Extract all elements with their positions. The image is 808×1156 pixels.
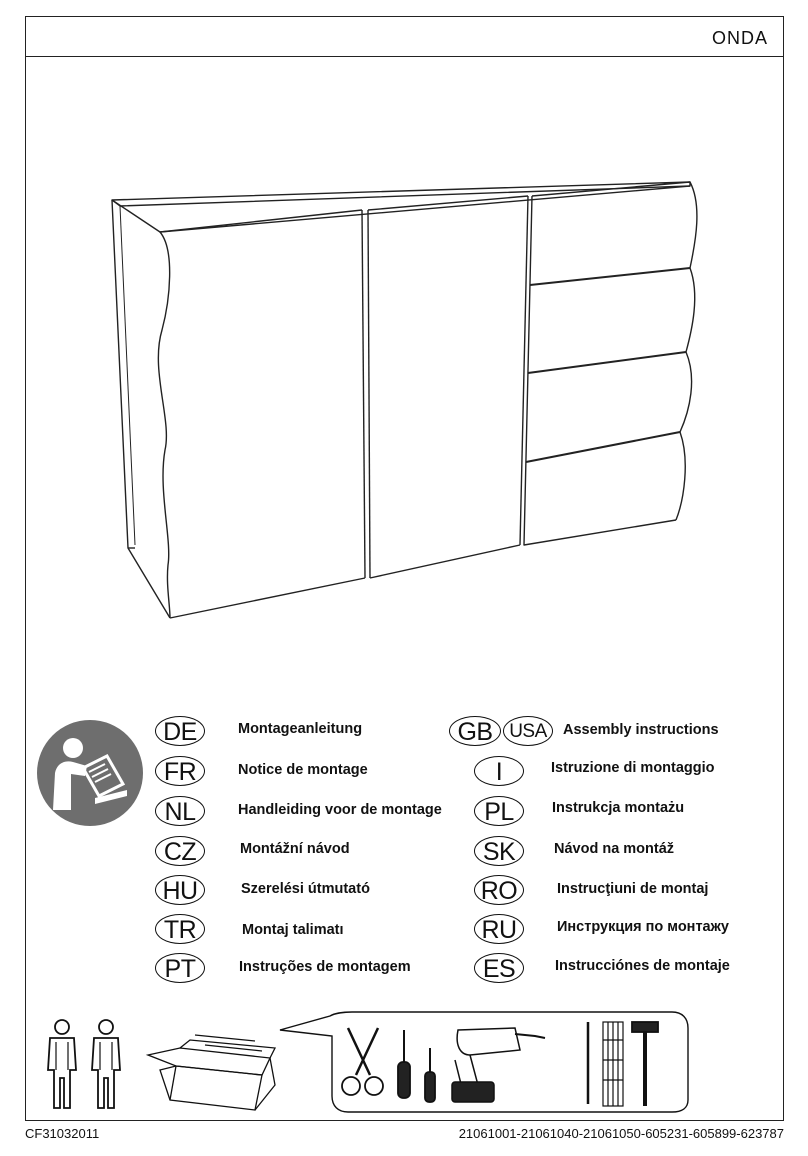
lang-text-nl: Handleiding voor de montage: [238, 802, 442, 818]
lang-badge-pt: PT: [155, 953, 205, 983]
lang-badge-nl: NL: [155, 796, 205, 826]
sideboard-illustration: [100, 150, 710, 630]
lang-badge-sk: SK: [474, 836, 524, 866]
lang-text-pl: Instrukcja montażu: [552, 800, 685, 816]
lang-text-pt: Instruções de montagem: [239, 959, 411, 975]
lang-text-i: Istruzione di montaggio: [551, 760, 715, 776]
lang-badge-gb: GB: [449, 716, 501, 746]
lang-text-ru: Инструкция по монтажу: [557, 919, 729, 935]
lang-badge-tr: TR: [155, 914, 205, 944]
lang-badge-ro: RO: [474, 875, 524, 905]
lang-text-cz: Montážní návod: [240, 841, 350, 857]
article-numbers: 21061001-21061040-21061050-605231-605899-623787: [458, 1126, 784, 1141]
lang-text-ro: Instrucţiuni de montaj: [557, 881, 709, 897]
lang-badge-hu: HU: [155, 875, 205, 905]
read-instructions-icon: [35, 718, 145, 828]
lang-badge-cz: CZ: [155, 836, 205, 866]
lang-text-es: Instrucciónes de montaje: [555, 958, 730, 974]
lang-text-fr: Notice de montage: [238, 762, 368, 778]
lang-text-gb: Assembly instructions: [563, 722, 719, 738]
lang-badge-usa: USA: [503, 716, 553, 746]
lang-badge-es: ES: [474, 953, 524, 983]
lang-text-sk: Návod na montáž: [554, 841, 675, 857]
lang-badge-de: DE: [155, 716, 205, 746]
lang-text-hu: Szerelési útmutató: [241, 881, 370, 897]
product-name: ONDA: [711, 28, 768, 48]
lang-text-tr: Montaj talimatı: [242, 922, 344, 938]
lang-badge-pl: PL: [474, 796, 524, 826]
lang-text-de: Montageanleitung: [238, 721, 363, 737]
document-code: CF31032011: [25, 1126, 100, 1141]
lang-badge-fr: FR: [155, 756, 205, 786]
header-divider: [25, 56, 784, 57]
lang-badge-i: I: [474, 756, 524, 786]
lang-badge-ru: RU: [474, 914, 524, 944]
